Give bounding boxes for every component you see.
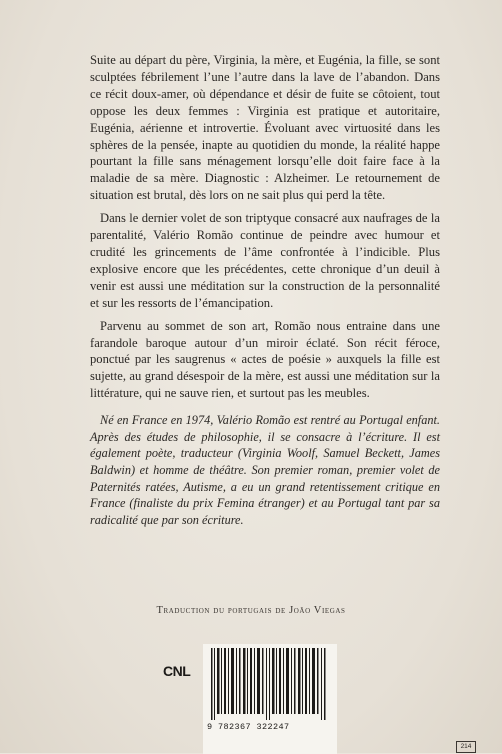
blurb-paragraph-1: Suite au départ du père, Virginia, la mère, et Eugénia, la fille, se sont sculptées fébrilement l’une l’autre dans la lave de l’abandon. Dans ce récit doux-amer, où dépendance et désir de fuite se côtoient, tout oppose les deux femmes : Virginia est pratique et autoritaire, Eugénia, aérienne et introvertie. Évoluant avec virtuosité dans les sphères de la pensée, inapte au quotidien du monde, la réalité happe pourtant la fille sans ménagement lorsqu’elle doit faire face à la maladie de sa mère. Diagnostic : Alzheimer. Le retournement de situation est brutal, dès lors on ne sait plus qui perd la tête. bbox=[90, 53, 440, 203]
author-bio: Né en France en 1974, Valério Romão est rentré au Portugal enfant. Après des études de philosophie, il se consacre à l’écriture. Il est également poète, traducteur (Virginia Woolf, Samuel Beckett, James Baldwin) et homme de théâtre. Son premier roman, premier volet de Paternités ratées, Autisme, a eu un grand retentissement critique en France (finaliste du prix Femina étranger) et au Portugal tant par sa radicalité que par son écriture. bbox=[90, 413, 440, 527]
barcode-bars-icon bbox=[209, 648, 331, 720]
isbn-number: 9 782367 322247 bbox=[207, 722, 290, 732]
barcode bbox=[203, 644, 472, 754]
price-code: 214 bbox=[456, 741, 476, 753]
blurb-text bbox=[90, 52, 440, 541]
blurb-paragraph-2: Dans le dernier volet de son triptyque consacré aux naufrages de la parentalité, Valério Romão continue de peindre avec humour et crudité les grincements de l’âme confrontée à l’indicible. Plus explosive encore que les précédentes, cette chronique d’un deuil à venir est aussi une méditation sur la construction de la personnalité et sur les ressorts de l’émancipation. bbox=[90, 211, 440, 310]
translator-credit: Traduction du portugais de João Viegas bbox=[156, 605, 346, 616]
cnl-logo-text: CNL bbox=[163, 663, 191, 679]
cnl-logo bbox=[163, 663, 197, 685]
blurb-paragraph-3: Parvenu au sommet de son art, Romão nous entraine dans une farandole baroque autour d’un miroir éclaté. Son récit féroce, ponctué par les saugrenus « actes de poésie » auxquels la fille est sujette, au grand désespoir de la mère, est aussi une méditation sur la littérature, qui ne sauve rien, et surtout pas les meubles. bbox=[90, 318, 440, 401]
